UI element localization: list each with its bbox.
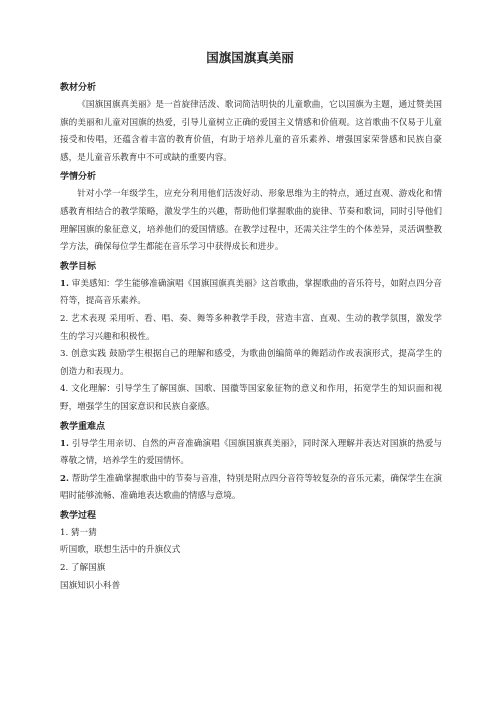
item-number: 2. (60, 473, 69, 484)
process-line: 1. 猜一猜 (60, 527, 97, 538)
item-text: 引导学生用亲切、自然的声音准确演唱《国旗国旗真美丽》，同时深入理解并表达对国旗的热爱与尊敬之情，培养学生的爱国情怀。 (60, 438, 443, 467)
item-number: 4. (60, 384, 69, 395)
item-number: 3. (60, 349, 69, 360)
section-heading: 教学重难点 (60, 421, 106, 432)
process-line: 2. 了解国旗 (60, 563, 106, 574)
list-item (60, 346, 442, 381)
list-item (60, 471, 442, 506)
item-number: 2. (60, 313, 69, 324)
paragraph: 针对小学一年级学生，应充分利用他们活泼好动、形象思维为主的特点，通过直观、游戏化和情感教育相结合的教学策略，激发学生的兴趣，帮助他们掌握歌曲的旋律、节奏和歌词，同时引导他们理解国旗的象征意义，培养他们的爱国情感。在教学过程中，还需关注学生的个体差异，灵活调整教学方法，确保每位学生都能在音乐学习中获得成长和进步。 (60, 189, 442, 253)
list-item (60, 311, 442, 346)
item-text: 创意实践 鼓励学生根据自己的理解和感受，为歌曲创编简单的舞蹈动作或表演形式，提高学生的创造力和表现力。 (60, 349, 442, 377)
process-line: 听国歌，联想生活中的升旗仪式 (60, 545, 181, 556)
item-text: 审美感知：学生能够准确演唱《国旗国旗真美丽》这首歌曲，掌握歌曲的音乐符号，如附点四分音符等，提高音乐素养。 (60, 278, 442, 307)
document-body (60, 80, 442, 597)
item-text: 艺术表现 采用听、看、唱、奏、舞等多种教学手段，营造丰富、直观、生动的教学氛围，激发学生的学习兴趣和积极性。 (60, 313, 442, 342)
process-line: 国旗知识小科普 (60, 580, 121, 591)
document-title: 国旗国旗真美丽 (206, 50, 294, 65)
paragraph: 《国旗国旗真美丽》是一首旋律活泼、歌词简洁明快的儿童歌曲，它以国旗为主题，通过赞美国旗的美丽和儿童对国旗的热爱，引导儿童树立正确的爱国主义情感和价值观。这首歌曲不仅易于儿童接受和传唱，还蕴含着丰富的教育价值，有助于培养儿童的音乐素养、增强国家荣誉感和民族自豪感，是儿童音乐教育中不可或缺的重要内容。 (60, 100, 442, 163)
list-item (60, 276, 442, 311)
section-key-points (60, 419, 442, 506)
item-number: 1. (60, 438, 69, 449)
item-text: 文化理解：引导学生了解国旗、国歌、国徽等国家象征物的意义和作用，拓宽学生的知识面和视野，增强学生的国家意识和民族自豪感。 (60, 384, 442, 412)
item-number: 1. (60, 278, 69, 289)
section-heading: 学情分析 (60, 172, 97, 183)
section-heading: 教学过程 (60, 510, 97, 521)
section-teaching-goals (60, 259, 442, 417)
section-textbook-analysis (60, 80, 442, 167)
section-heading: 教学目标 (60, 261, 97, 272)
section-teaching-process (60, 508, 442, 595)
section-student-analysis (60, 169, 442, 256)
list-item (60, 381, 442, 416)
item-text: 帮助学生准确掌握歌曲中的节奏与音准，特别是附点四分音符等较复杂的音乐元素，确保学生在演唱时能够流畅、准确地表达歌曲的情感与意境。 (60, 473, 442, 502)
section-heading: 教材分析 (60, 83, 97, 93)
list-item (60, 436, 442, 471)
